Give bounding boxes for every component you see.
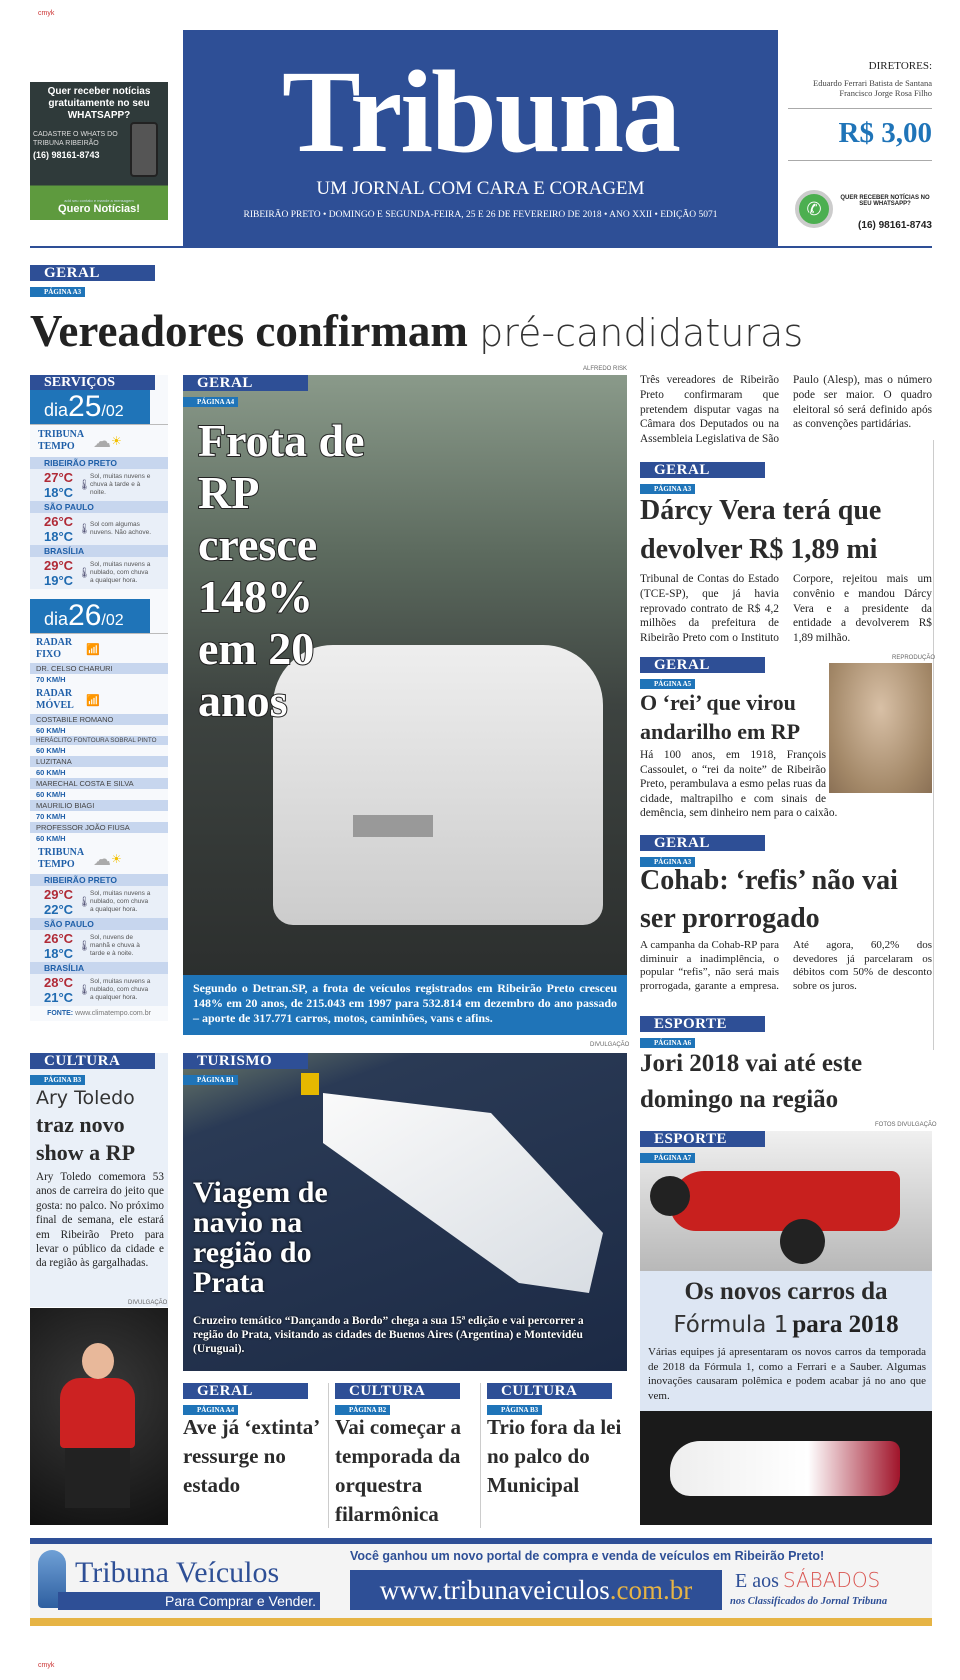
ad-small: add seu contato e mande a mensagem: [64, 198, 134, 203]
radar-speed: 60 KM/H: [36, 768, 66, 777]
photo-credit: DIVULGAÇÃO: [128, 1300, 168, 1306]
person-image: [60, 1378, 135, 1448]
weather-source[interactable]: FONTE: www.climatempo.com.br: [47, 1010, 151, 1017]
thermometer-icon: 🌡: [78, 940, 91, 952]
directors-box: [788, 60, 932, 161]
sauber-car: [670, 1441, 900, 1496]
radar-street: DR. CELSO CHARURI: [30, 663, 168, 674]
price: R$ 3,00: [788, 108, 932, 150]
ad-saturday: E aos SÁBADOS: [735, 1568, 881, 1592]
director-name: Eduardo Ferrari Batista de Santana: [813, 78, 932, 88]
frota-caption: Segundo o Detran.SP, a frota de veículos registrados em Ribeirão Preto cresceu 148% em 20 anos, de 215.043 em 1997 para 532.814 em dezembro do ano passado – aporte de 317.771 carros, motos, caminhões, vans e afins.: [183, 975, 627, 1035]
section-tag: GERAL PÁGINA A4: [183, 1383, 308, 1417]
radar-movel-label: RADAR MÓVEL: [36, 688, 74, 711]
headline-bold: Vereadores confirmam: [30, 306, 468, 356]
f1-headline[interactable]: Os novos carros da Fórmula 1 para 2018: [673, 1278, 899, 1338]
cohab-body: A campanha da Cohab-RP para diminuir a inadimplência, o popular “refis”, não será mais prorrogada, garante a empresa. Até agora, 60,2% dos devedores já parcelaram os débitos com 50% de desconto sobre os juros.: [640, 939, 932, 992]
directors-label: DIRETORES:: [868, 60, 932, 72]
radar-speed: 60 KM/H: [36, 746, 66, 755]
section-tag: CULTURA PÁGINA B2: [335, 1383, 460, 1417]
license-plate: [353, 815, 433, 837]
ad-headline: Você ganhou um novo portal de compra e venda de veículos em Ribeirão Preto!: [350, 1549, 825, 1563]
f1-body: Várias equipes já apresentaram os novos carros da temporada de 2018 da Fórmula 1, como a Ferrari e a Sauber. Algumas inovações causaram polêmica e podem acabar já no ano que vem.: [648, 1346, 926, 1402]
radar-street: MARECHAL COSTA E SILVA: [30, 778, 168, 789]
ad-title: Quer receber notícias gratuitamente no seu WHATSAPP?: [47, 86, 151, 121]
ship-image: [323, 1093, 603, 1293]
director-name: Francisco Jorge Rosa Filho: [839, 88, 932, 98]
radar-icon: 📶: [86, 643, 100, 656]
teaser-headline[interactable]: Ave já ‘extinta’ ressurge no estado: [183, 1415, 319, 1497]
radar-speed: 70 KM/H: [36, 812, 66, 821]
city: SÃO PAULO: [30, 501, 168, 513]
page-ref: PÁGINA A3: [30, 287, 85, 297]
teaser-headline[interactable]: Trio fora da lei no palco do Municipal: [487, 1415, 622, 1497]
masthead-rule: [30, 246, 932, 248]
turismo-headline[interactable]: Viagem de navio na região do Prata: [193, 1176, 328, 1299]
masthead: [183, 30, 778, 247]
lead-body: Três vereadores de Ribeirão Preto confirmaram que pretendem disputar vagas na Câmara dos Deputados ou na Assembleia Legislativa de São Paulo (Alesp), mas o número pode ser maior. O quadro eleitoral só será definido após as convenções partidárias.: [640, 374, 932, 446]
city: RIBEIRÃO PRETO: [30, 457, 168, 469]
darcy-body: Tribunal de Contas do Estado (TCE-SP), que já havia reprovado contrato de R$ 4,2 milhões da prefeitura de Ribeirão Preto com o Instituto Corpore, rejeitou mais um convênio e mandou Dárcy Vera e a presidente da entidade a devolverem R$ 1,89 milhão.: [640, 573, 932, 645]
section-tag: CULTURA PÁGINA B3: [30, 1053, 155, 1087]
section-tag: CULTURA PÁGINA B3: [487, 1383, 612, 1417]
radar-speed: 60 KM/H: [36, 790, 66, 799]
cultura-body: Ary Toledo comemora 53 anos de carreira do jeito que gosta: no palco. No próximo final de semana, ele estará em Ribeirão Preto para levar o público da cidade e da região às gargalhadas.: [36, 1171, 164, 1270]
thermometer-icon: 🌡: [78, 523, 91, 535]
ary-toledo-photo[interactable]: [30, 1308, 168, 1525]
tempo-label: TRIBUNA TEMPO: [38, 429, 84, 452]
whatsapp-icon: ✆: [795, 190, 833, 228]
jori-headline[interactable]: Jori 2018 vai até este domingo na região: [640, 1050, 863, 1113]
thermometer-icon: 🌡: [78, 896, 91, 908]
turismo-caption: Cruzeiro temático “Dançando a Bordo” chega a sua 15ª edição e vai percorrer a região do Prata, visitando as cidades de Buenos Aires (Argentina) e Montevidéu (Uruguai).: [193, 1315, 584, 1355]
thermometer-icon: 🌡: [78, 479, 91, 491]
cloud-sun-icon: ☁: [93, 430, 111, 451]
day-badge: dia26/02: [30, 599, 150, 633]
radar-street: PROFESSOR JOÃO FIUSA: [30, 822, 168, 833]
newspaper-title: Tribuna: [282, 46, 679, 177]
lead-headline[interactable]: [30, 302, 932, 362]
section-label: GERAL: [30, 265, 155, 281]
whatsapp-ad[interactable]: [30, 82, 168, 220]
radar-speed: 70 KM/H: [36, 675, 66, 684]
radar-street: COSTABILE ROMANO: [30, 714, 168, 725]
photo-credit: FOTOS DIVULGAÇÃO: [875, 1122, 937, 1128]
dateline: RIBEIRÃO PRETO • DOMINGO E SEGUNDA-FEIRA, 25 E 26 DE FEVEREIRO DE 2018 • ANO XXII • EDIÇÃO 5071: [243, 210, 718, 220]
section-tag: TURISMO PÁGINA B1: [183, 1053, 308, 1087]
slogan: UM JORNAL COM CARA E CORAGEM: [316, 178, 645, 199]
weather-day1: RIBEIRÃO PRETO 27°C 18°C 🌡 Sol, muitas nuvens e chuva à tarde e à noite. SÃO PAULO 26°C 18°C 🌡 Sol com algumas nuvens. Não achove. BRASÍLIA 29°C 19°C 🌡 Sol, muitas nuvens a nublado, com chuva a qualquer hora.: [30, 457, 168, 589]
whats-text: QUER RECEBER NOTÍCIAS NO SEU WHATSAPP?: [840, 195, 930, 207]
tempo-label: TRIBUNA TEMPO: [38, 847, 84, 870]
thermometer-icon: 🌡: [78, 984, 91, 996]
ad-brand: Tribuna Veículos: [75, 1556, 280, 1589]
ad-classifieds: nos Classificados do Jornal Tribuna: [730, 1596, 888, 1607]
section-tag: GERAL PÁGINA A3: [640, 462, 765, 496]
rei-body: Há 100 anos, em 1918, François Cassoulet, o “rei da noite” de Ribeirão Preto, perambulava a esmo pelas ruas da cidade, maltrapilho e com sinais de demência, sem dinheiro nem para o caixão.: [640, 749, 838, 820]
photo-credit: ALFREDO RISK: [583, 366, 628, 372]
radar-icon: 📶: [86, 694, 100, 707]
section-tag: GERAL PÁGINA A3: [640, 835, 765, 869]
day-badge: dia25/02: [30, 390, 150, 424]
ad-url[interactable]: www.tribunaveiculos.com.br: [350, 1570, 722, 1610]
city: BRASÍLIA: [30, 545, 168, 557]
city: SÃO PAULO: [30, 918, 168, 930]
thermometer-icon: 🌡: [78, 567, 91, 579]
rei-headline[interactable]: O ‘rei’ que virou andarilho em RP: [640, 690, 801, 744]
phone-icon: [130, 122, 158, 177]
weather-day2: RIBEIRÃO PRETO 29°C 22°C 🌡 Sol, muitas nuvens a nublado, com chuva a qualquer hora. SÃO PAULO 26°C 18°C 🌡 Sol, nuvens de manhã e chuva à tarde e à noite. BRASÍLIA 28°C 21°C 🌡 Sol, muitas nuvens a nublado, com chuva a qualquer hora.: [30, 874, 168, 1006]
section-tag: [30, 265, 155, 299]
crop-mark-bottom: cmyk: [38, 1662, 55, 1669]
photo-credit: REPRODUÇÃO: [892, 655, 936, 661]
frota-headline[interactable]: Frota de RP cresce 148% em 20 anos: [198, 415, 365, 726]
ad-tagline: Para Comprar e Vender.: [58, 1592, 320, 1610]
radar-speed: 60 KM/H: [36, 726, 66, 735]
radar-street: HERÁCLITO FONTOURA SOBRAL PINTO: [30, 736, 168, 745]
city: BRASÍLIA: [30, 962, 168, 974]
tribuna-veiculos-ad[interactable]: [30, 1538, 932, 1626]
whats-phone: (16) 98161-8743: [858, 220, 932, 231]
headline-light: pré-candidaturas: [479, 311, 804, 355]
ad-cta: Quero Notícias!: [58, 203, 140, 215]
ad-text: CADASTRE O WHATS DO TRIBUNA RIBEIRÃO: [33, 131, 118, 147]
section-tag: GERAL PÁGINA A5: [640, 657, 765, 691]
ad-phone: (16) 98161-8743: [33, 150, 100, 160]
darcy-headline[interactable]: Dárcy Vera terá que devolver R$ 1,89 mi: [640, 495, 882, 565]
cultura-headline[interactable]: Ary Toledo traz novo show a RP: [36, 1087, 136, 1165]
services-column: SERVIÇOS dia25/02 TRIBUNA TEMPO ☁ ☀ RIBEIRÃO PRETO 27°C 18°C 🌡 Sol, muitas nuvens e chuva à tarde e à noite. SÃO PAULO 26°C 18°C 🌡 Sol com algumas nuvens. Não achove. BRASÍLIA 29°C 19°C 🌡 Sol, muitas nuvens a nublado, com chuva a qualquer hora. dia26/02 RADAR FIXO 📶 DR. CELSO CHARURI 70 KM/H RADAR MÓVEL 📶 COSTABILE ROMANO 60 KM/H HERÁCLITO FONTOURA SOBRAL PINTO 60 KM/H LUZITANA 60 KM/H MARECHAL COSTA E SILVA 60 KM/H MAURILIO BIAGI 70 KM/H PROFESSOR JOÃO FIUSA 60 KM/H TRIBUNA TEMPO ☁ ☀ RIBEIRÃO PRETO 29°C 22°C 🌡 Sol, muitas nuvens a nublado, com chuva a qualquer hora. SÃO PAULO 26°C 18°C 🌡 Sol, nuvens de manhã e chuva à tarde e à noite. BRASÍLIA 28°C 21°C 🌡 Sol, muitas nuvens a nublado, com chuva a qualquer hora. FONTE: www.climatempo.com.br: [30, 375, 168, 1021]
section-tag: ESPORTE PÁGINA A7: [640, 1131, 765, 1165]
services-title: SERVIÇOS: [30, 375, 155, 390]
radar-fixo-label: RADAR FIXO: [36, 637, 73, 660]
section-tag: GERAL PÁGINA A4: [183, 375, 308, 409]
radar-speed: 60 KM/H: [36, 834, 66, 843]
ferrari-car: [670, 1171, 900, 1231]
crop-mark: cmyk: [38, 10, 55, 17]
photo-credit: DIVULGAÇÃO: [590, 1042, 630, 1048]
teaser-headline[interactable]: Vai começar a temporada da orquestra filarmônica: [335, 1415, 461, 1526]
sauber-photo[interactable]: [640, 1411, 932, 1525]
cloud-sun-icon: ☁: [93, 848, 111, 869]
radar-street: MAURILIO BIAGI: [30, 800, 168, 811]
cohab-headline[interactable]: Cohab: ‘refis’ não vai ser prorrogado: [640, 865, 898, 934]
radar-street: LUZITANA: [30, 756, 168, 767]
section-tag: ESPORTE PÁGINA A6: [640, 1016, 765, 1050]
city: RIBEIRÃO PRETO: [30, 874, 168, 886]
